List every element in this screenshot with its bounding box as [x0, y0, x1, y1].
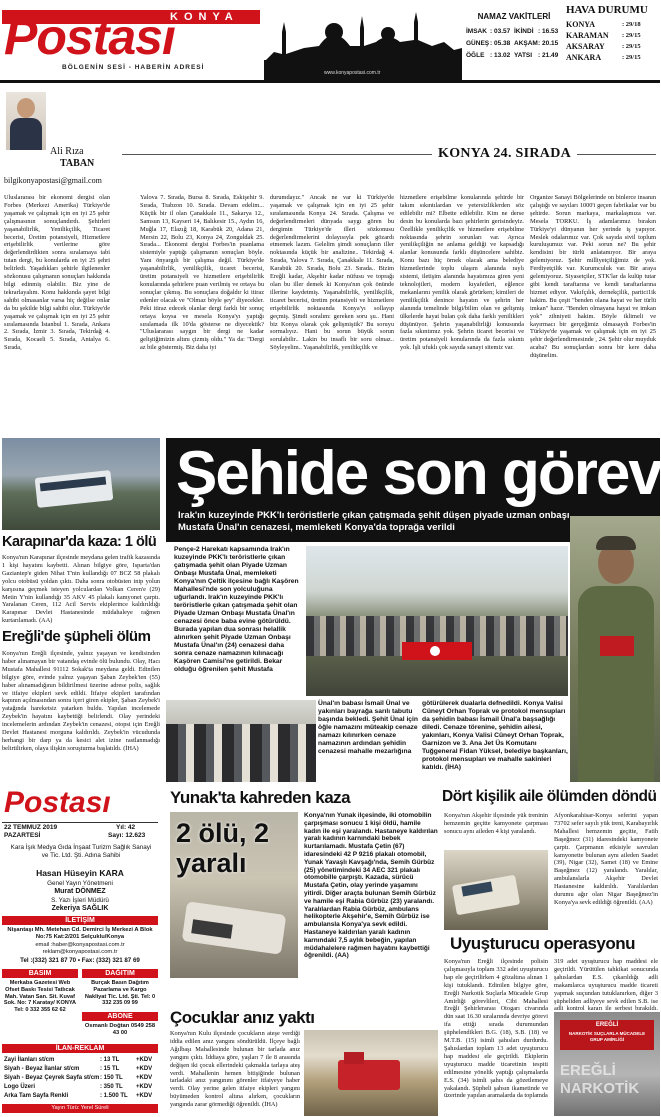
- ad-price: : 150 TL: [100, 1075, 123, 1081]
- prayer-time: : 05.38: [490, 40, 511, 47]
- slogan: BÖLGENİN SESİ - HABERİN ADRESİ: [62, 64, 205, 71]
- aksehir-text2: Afyonkarahisar-Konya seferini yapan 73702 sefer sayılı yük treni, Karabayırlık Mahallesi hemzemin geçitte, Fatih Başeğmez (31) idaresindeki kamyonete çarptı. Çarpmanın etkisiyle savrulan kamyonette bulunan aynı aileden Saadet (39), Nigar (32), Samet (18) ve Emine Başeğmez (12) yaralandı. Yaralılar, ambulanslarla Akşehir Devlet Hastanesine kaldırıldı. Yaralılardan durumu ağır olan Nigar Başeğmez'in Konya'ya sevk edildiği öğrenildi. (AA): [554, 812, 658, 906]
- aksehir-text1-box: [444, 812, 548, 846]
- sehit-mid-box: [318, 700, 418, 782]
- column-email[interactable]: bilgikonyapostasi@gmail.com: [4, 176, 102, 185]
- ad-vat: +KDV: [136, 1093, 153, 1099]
- weather-row: [566, 19, 658, 30]
- weather-temp: : 29/15: [622, 54, 641, 61]
- prayer-row: [466, 26, 562, 38]
- dist-text: Burçak Basın Dağıtım Pazarlama ve Kargo Nakliyat Tic. Ltd. Şti. Tel: 0 332 235 09 99: [84, 980, 156, 1007]
- yunak-photo-text: 2 ölü, 2 yaralı: [176, 818, 270, 878]
- operasyon-col1: Konya'nın Ereğli ilçesinde polisin çalışmasıyla toplam 332 adet uyuşturucu hap ele geçirilirken 4 gözaltına alınan 1 kişi tutuklandı. Edinilen bilgiye göre, Ereğli Narkotik Suçlarla Mücadele Grup Amirliği görevlileri, Cibi Mahallesi Ereğli Şehirlerarası Otogarı civarında dün saat 16.30 sıralarında devriye görevi ifa ettiği sırada durumundan şüphelendikleri B.G. (18), S.B. (18) ve M.T.B. (15) isimli şahısları durdurdu. Şahıslardan toplam 13 adet uyuşturucu hap maddesi ele geçirildi. Ekiplerin uyuşturucu madde ticaretinin tespiti edilmesine yönelik yaptığı çalışmalarda E.S. (34) isimli şahıs da gözetlemeye yakalandı. Şüpheli şahsın ikametinde ve üzerinde yapılan aramalarda da toplamda: [444, 958, 548, 1100]
- prayer-name: GÜNEŞ: [466, 40, 490, 47]
- soldier-portrait: [570, 516, 660, 782]
- column-text-1: Uluslararası bir ekonomi dergisi olan Forbes (Merkezi Amerika) Türkiye'de yaşamak ve çalışmak için en iyi 25 şehir çalışmasının sonuçlandırdı. Şehirleri yaşanabilirlik, Yenilikçilik, Ticaret becerisi, Üretim potansiyeli, Hizmetlere erişebilirlik verilerine göre değerlendirdikten sonra sıralamaya tabi tutan dergi, bu konularda en iyi 25 şehri belirledi. Yaşadıkları şehirle ilgilenenler sözkonusu çalışmanın sonuçları hakkında bilgi edinmiş olabilir. Biz yine de tekrarlayalım. Konu hakkında şayet bilgi sahibi olmasanlar varsa hiç değilse onlar da bu şekilde bilgi sahibi olur. Türkiye'de yaşamak ve çalışmak için en iyi 25 şehir sıralamasında İstanbul 1. Sırada, Ankara 2. Sırada, İzmir 3. Sırada, Tekirdağ 4. Sırada, Kocaeli 5. Sırada, Antalya 6. Sırada,: [4, 194, 110, 352]
- weather-temp: : 29/15: [622, 43, 641, 50]
- weather-temp: : 29/18: [622, 21, 641, 28]
- imprint-date-bar: [2, 822, 158, 823]
- column-col5: [530, 194, 656, 384]
- ad-price-row: [4, 1065, 156, 1074]
- karapinar-text: Konya'nın Karapınar ilçesinde meydana gelen trafik kazasında 1 kişi hayatını kaybetti. Alınan bilgiye göre, Isparta'dan Gaziantep'e giden Nihat T'nin kullandığı 07 BCZ 58 plakalı yolcu otobüsü yoldan çıktı. Daha sonra otobüsten inip yolun karşısına geçmek isteyen yolculardan Volkan Ceren'e (29) Metin Y'nin kullandığı 35 AKV 45 plakalı kamyonet çarptı. Yaralanan Ceren, 112 Acil Servis ekiplerince kaldırıldığı Karapınar Devlet Hastanesinde müdahaleye rağmen kurtarılamadı. (AA): [2, 554, 160, 625]
- sehit-right-box: [422, 700, 568, 782]
- column-title: KONYA 24. SIRADA: [432, 146, 577, 162]
- aksehir-headline: Dört kişilik aile ölümden döndü: [442, 788, 657, 805]
- weather-city: ANKARA: [566, 53, 602, 62]
- karapinar-text-box: [2, 554, 160, 626]
- weather-row: [566, 52, 658, 63]
- gm-label: Genel Yayın Yönetmeni: [47, 880, 113, 887]
- aksehir-story: [444, 786, 660, 932]
- ads-title: İLAN-REKLAM: [55, 1045, 105, 1052]
- sub-title: ABONE: [107, 1013, 133, 1020]
- sehit-mid: Ünal'ın babası İsmail Ünal ve yakınları bayrağa sarılı tabutu başında bekledi. Şehit Ünal için öğle namazını müteakip cenaze namazı kılınırken cenaze namazının ardından şehidin cenazesi mahalle mezarlığına: [318, 700, 418, 755]
- contact-title: İLETİŞİM: [65, 917, 95, 924]
- brand-top: KONYA: [170, 11, 239, 23]
- ads-rows: [4, 1056, 156, 1101]
- imprint-owner: Hasan Hüseyin KARA: [36, 868, 124, 878]
- ad-price-row: [4, 1074, 156, 1083]
- print-title: BASIM: [28, 970, 52, 977]
- prayer-title: NAMAZ VAKİTLERİ: [477, 12, 551, 21]
- masthead-rule: [0, 80, 660, 83]
- column-text-3: durumdayız." Ancak ne var ki Türkiye'de yaşamak ve çalışmak için en iyi 25 şehir sıralamasında Konya 24. Sırada. Çalışma ve değerlendirmeleri dünyada saygı gören bu dergimin Türkiye'de illeri sözkonusu değerlendirmelerini dolayısıyla pek gözardı etmemek lazım. Gelelim şimdi sonuçların iller noktasında küçük bir analizine.. Tekirdağ 4. Sırada, Yalova 7. Sırada, Çanakkale 11. Sırada, Karabük 20. Sırada, Bolu 23. Sırada.. Bizim Ereğli kadar, Akşehir kadar nüfusu ve toprağı olan bu iller demek ki Konya'nın çok önünde illerine kaydetmiş. Yaşanabilirlik, yenilikçilik, ticaret becerisi, üretim potansiyeli ve hizmetlere erişebilirlik noktasında Konya'yı sollayıp geçmiş. Şimdi soralım: gereken soru şu.. Hani biz Konya olarak çok gelişmiştik? Bu soruyu sormalıyız. Hani bu sorun büyük sorun sorulabilir.. Lakin bu insaflı bir soru olmaz.. Söyleyelim.. Yaşanabilirlik, yenilikçilik ve: [270, 194, 394, 352]
- prayer-time: : 13.02: [490, 52, 511, 59]
- sehit-right: götürülerek dualarla defnedildi. Konya Valisi Cüneyt Orhan Toprak ve protokol mensupları da şehidin babası İsmail Ünal'a başsağlığı diledi. Cenaze törenine, şehidin ailesi, yakınları, Konya Valisi Cüneyt Orhan Toprak, Garnizon ve 3. Ana Jet Üs Komutanı Tuğgeneral Fidan Yüksel, belediye başkanları, protokol mensupları ve mahalle sakinleri katıldı. (İHA): [422, 700, 568, 771]
- website[interactable]: www.konyapostasi.com.tr: [324, 70, 381, 76]
- gm-name: Murat DÖNMEZ: [54, 888, 106, 895]
- weather-city: AKSARAY: [566, 42, 605, 51]
- weather-row: [566, 41, 658, 52]
- imprint-year: Yıl: 42: [116, 824, 136, 831]
- prayer-name: ÖĞLE: [466, 52, 485, 59]
- column-col1: [4, 194, 110, 384]
- column-text-4: hizmetlere erişebilme konularında şehirde bir takım sıkıntılardan ve yetersizliklerden söz edilebilir mi? Elbette edilebilir. Kim ne derse desin bu konularda bazı şehirlerin gerisindeyiz. Özellikle yenilikçilik ve hizmetlere erişebilme noktasında şehrin sorunları var. Ayrıca yenilikçiliğin ne anlama geldiği ve kapsadığı alanlar konusunda farklı düşüncelere sahibiz. Konu bazı hiç örnek olacak ama belediye hizmetlerinde toplu ulaşım alanında raylı sistemi, iletişim alanında hayatımıza giren yeni teknolojileri, modern kıyafetleri, eğlence mekanlarını yenilik olarak görürken; kimileri de yenilikçilik denince hayatın ve şehrin her alanında temelinde bilgi/bilim olan ve gelişmiş ülkelerde hayat bulan çok daha farklı yenilikleri düşünüyor. Şehrin yaşanabilirliği konusunda fazla sıkıntımız yok. Şehrin ticaret becerisi ve üretim potansiyeli konularında da fazla sıkıntı yok. İşli ufuklı çok sayıda sanayi sitemiz var.: [400, 194, 524, 352]
- ad-price-row: [4, 1056, 156, 1065]
- skyline-illustration: [264, 2, 462, 80]
- column-col2: [140, 194, 264, 384]
- prayer-time: : 21.49: [538, 52, 559, 59]
- eregli-text-box: [2, 650, 160, 780]
- ad-price: : 15 TL: [100, 1066, 120, 1072]
- sub-text: Osmanlı Doğtan 0549 258 43 00: [84, 1023, 156, 1036]
- ad-name: Siyah - Beyaz Çeyrek Sayfa st/cm: [4, 1075, 100, 1081]
- prayer-rows: [466, 26, 562, 62]
- narkotik-sign-top: EREĞLİ: [595, 1022, 619, 1028]
- cocuklar-story: [168, 1008, 440, 1117]
- editor-label: S. Yazı İşleri Müdürü: [51, 897, 109, 904]
- ad-price-row: [4, 1083, 156, 1092]
- ad-vat: +KDV: [136, 1075, 153, 1081]
- yunak-text-box: [304, 812, 438, 1002]
- imprint-company: Kara İşık Medya Gıda İnşaat Turizm Sağlık Sanayi ve Tic. Ltd. Şti. Adına Sahibi: [10, 844, 152, 859]
- prayer-time: : 03.57: [490, 28, 511, 35]
- imprint-email2[interactable]: reklam@konyapostasi.com.tr: [42, 949, 118, 955]
- yunak-crash-photo: [170, 812, 298, 978]
- yunak-headline: Yunak'ta kahreden kaza: [170, 788, 351, 807]
- ad-price: : 1.500 TL: [100, 1093, 128, 1099]
- author-photo: [6, 92, 46, 150]
- column-section: [0, 86, 660, 386]
- sehit-story: [166, 438, 660, 782]
- karapinar-headline: Karapınar'da kaza: 1 ölü: [2, 534, 157, 550]
- funeral-photo: [306, 546, 568, 696]
- imprint-date: 22 TEMMUZ 2019 PAZARTESİ: [4, 824, 58, 839]
- editor-name: Zekeriya SAĞLIK: [51, 905, 109, 912]
- operasyon-col2: 319 adet uyuşturucu hap maddesi ele geçirildi. Yürütülen tahkikat sonucunda şahıslardan E.S. çıkarıldığı adli makamlarca uyuşturucu madde ticareti yapmak suçundan tutuklanırken, diğer 3 şüpheliden adliyeye sevk edilen S.B. ise adli kontrol kararı ile serbest bırakıldı.: [554, 958, 658, 1013]
- column-col4: [400, 194, 524, 384]
- prayer-row: [466, 50, 562, 62]
- weather-rows: [566, 19, 658, 63]
- logo: [2, 4, 262, 78]
- ad-name: Logo Üzeri: [4, 1084, 35, 1090]
- prayer-time: : 16.53: [538, 28, 559, 35]
- prayer-name: YATSI: [514, 52, 533, 59]
- sehit-headline: Şehide son görev: [176, 439, 661, 508]
- operasyon-col1-box: [444, 958, 548, 1116]
- author-first: Ali Rıza: [50, 146, 84, 157]
- cocuklar-headline: Çocuklar anız yaktı: [170, 1008, 315, 1027]
- left-news: [0, 438, 162, 782]
- narkotik-photo: [554, 1012, 660, 1116]
- imprint-issue: Sayı: 12.623: [108, 832, 146, 839]
- weather-temp: : 29/15: [622, 32, 641, 39]
- prayer-name: İKİNDİ: [514, 28, 534, 35]
- print-text: Merkaba Gazetesi Web Ofset Baskı Tesisi Tatlıcak Mah. Vatan San. Sit. Kuvaf Sok. No: 7 Karatay/ KONYA Tel: 0 332 355 62 62: [3, 980, 77, 1014]
- weather-city: KARAMAN: [566, 31, 609, 40]
- yunak-text: Konya'nın Yunak ilçesinde, iki otomobilin çarpışması sonucu 1 kişi öldü, hamile kadın ile eşi yaralandı. Hastaneye kaldırılan yaralı kadının karnındaki bebek kurtarılamadı. Mustafa Çetin (67) idaresindeki 42 P 9216 plakalı otomobil, Yunak Yavaşlı Kavşağı'nda, Semih Gürbüz (25) yönetimindeki 34 AEC 321 plakalı otomobille çarpıştı. Kazada, sürücü Mustafa Çetin, olay yerinde yaşamını yitirdi. Diğer araçta bulunan Semih Gürbüz ve hamile eşi Rabia Gürbüz (23) yaralandı. Yaralılardan Rabia Gürbüz, ambulans helikopterle Akşehir'e, Semih Gürbüz ise ambulansla Konya'ya sevk edildi. Hastaneye kaldırılan yaralı kadının karnındaki 7,5 aylık bebeğin, yapılan müdahalelere rağmen hayatını kaybettiği öğrenildi. (AA): [304, 812, 438, 960]
- ad-vat: +KDV: [136, 1066, 153, 1072]
- ad-price-row: [4, 1092, 156, 1101]
- ad-price: : 350 TL: [100, 1084, 123, 1090]
- ad-vat: +KDV: [136, 1084, 153, 1090]
- ad-name: Siyah - Beyaz İlanlar st/cm: [4, 1066, 80, 1072]
- sehit-lead-box: [174, 546, 304, 696]
- ad-price: : 13 TL: [100, 1057, 120, 1063]
- eregli-text: Konya'nın Ereğli ilçesinde, yalnız yaşayan ve kendisinden haber alınamayan bir vatandaş evinde ölü bulundu. Olay, Hacı Mustafa Mahallesi 91112 Sokak'ta meydana geldi. Edinilen bilgiye göre, evinde yalnız yaşayan Şaban Zeybek'ten (55) haber alınamadığının bildirilmesi üzerine adrese polis, sağlık ve itfaiye ekipleri sevk edildi. İtfaiye ekipleri tarafından kapının açılmasından sonra içeri giren ekipler, Şaban Zeybek'i yatağında hareketsiz yatarken buldu. Yapılan incelemede Zeybek'in hayatını kaybettiği belirlendi. Olay yerindeki incelemelerin ardından Zeybek'in cenazesi, otopsi için Ereğli Devlet Hastanesi morguna kaldırıldı. Zeybek'in vücudunda herhangi bir darp ya da kesici alet izine rastlanmadığı belirtilirken, olaya ilişkin soruşturma başlatıldı. (İHA): [2, 650, 160, 752]
- aksehir-text2-box: [554, 812, 658, 932]
- narkotik-photo-text: EREĞLİ NARKOTİK: [560, 1062, 640, 1097]
- imprint-logo: Postası: [4, 786, 111, 819]
- ad-vat: +KDV: [136, 1057, 153, 1063]
- aksehir-text1: Konya'nın Akşehir ilçesinde yük treninin hemzemin geçitte kamyonete çarpması sonucu aynı aileden 4 kişi yaralandı.: [444, 812, 548, 835]
- prayer-time: : 20.15: [538, 40, 559, 47]
- bus-accident-photo: [2, 438, 160, 530]
- fire-photo: [304, 1030, 438, 1116]
- dist-title: DAĞITIM: [105, 970, 135, 977]
- sehit-subhead: Irak'ın kuzeyinde PKK'lı teröristlerle çıkan çatışmada şehit düşen piyade uzman onbaşı Mustafa Ünal'ın cenazesi, memleketi Konya'da toprağa verildi: [178, 510, 570, 533]
- cocuklar-text-box: [170, 1030, 300, 1116]
- prayer-name: İMSAK: [466, 28, 487, 35]
- eregli-headline: Ereğli'de şüpheli ölüm: [2, 628, 151, 645]
- operasyon-col2-box: [554, 958, 658, 1013]
- weather-row: [566, 30, 658, 41]
- column-text-5: Organize Sanayi Bölgelerinde on binlerce insanın çalıştığı ve sayıları 1000'i geçen fabrikalar var bu şehirde. Sorun markaya, markalaşmıza var. Mesela TORKU. İş adamlarımız bırakın Türkiye'yi dünyanın her yerinde iş yapıyor. Meslek odalarımız var. Çok sayıda sivil toplum kuruluşumuz var. Peki sorun ne? Bu şehir kendisini bir türlü anlatamıyor. Bir araya gelemiyoruz. Şehir milliyetçiliğimiz de yok. Ferdiyetçilik var. Kurumculuk var. Bir araya gelemiyoruz. Siyasetçiler, STK'lar da kulüp tutar gibi kendi taraftarına ve kendi taraftarlarına hizmet ediyor. Vakıfçılık, dernekçilik, partici1ik hakim. Bu çeşit "benden olana hayat ve her türlü imkan" hazır. "Benden olmayana hayat ve imkan yok" zihniyeti hakim. Böyle iklimeli ve kayırmacı bir gerçeğimiz olmasaydı Forbes'in Türkiye'de yaşamak ve çalışmak için en iyi 25 şehir değerlendirmesinde , 24. Şehir olur muyduk acaba? Bu sonuçlardan sonra bir kere daha düşünelim.: [530, 194, 656, 360]
- ad-name: Arka Tam Sayfa Renkli: [4, 1093, 69, 1099]
- imprint-tel: Tel :(332) 321 87 70 • Fax: (332) 321 87 69: [20, 957, 140, 964]
- imprint: [0, 786, 160, 1117]
- prayer-row: [466, 38, 562, 50]
- weather-city: KONYA: [566, 20, 596, 29]
- column-text-2: Yalova 7. Sırada, Bursa 8. Sırada, Eskişehir 9. Sırada, Trabzon 10. Sırada. Devam edelim... Küçük bir il olan Çanakkale 11., Sakarya 12., Samsun 13, Kayseri 14, Balıkesir 15., Aydın 16, Muğla 17, Elazığ 18, Karabük 20, Adana 21, Mersin 22, Bolu 23, Konya 24, Zonguldak 25. Sırada... Ekonomi dergisi Forbes'in puanlama sistemiyle yaptığı çalışmanın sonuçları böyle. Yanı önyargılı bir çalışma değil. Türkiye'de yaşanabilirlik, yenilikçilik, ticaret becerisi, üretim potansiyeli ve hizmetlere erişebilirlik konularında şehirlere puan verilmiş ve ortaya bu sonuçlar çıkmış. Bu sonuçlara doğaldır ki itiraz edenler olacak ve "Olmaz böyle şey" diyecekler. Peki itiraz edecek olanlar dergi farklı bir sonuç ortaya koysa ve mesela Konya'yı yaptığı sıralamada ilk 10'da gösterse ne diyecektik? "Uluslararası saygın bir dergi ne kadar geliştiğimizin altını çizmiş oldu." Ya da: "Dergi az bile göstermiş. Biz daha iyi: [140, 194, 264, 352]
- mourners-photo: [166, 700, 316, 782]
- author-last: TABAN: [60, 158, 95, 169]
- imprint-address: Nişantaşı Mh. Metehan Cd. Demirci İş Merkezi A Blok No:75 Kat:2/201 Selçuklu/Konya: [7, 927, 153, 940]
- weather: [566, 4, 658, 63]
- prayer-times: [466, 12, 562, 62]
- sehit-lead: Pençe-2 Harekatı kapsamında Irak'ın kuzeyinde PKK'lı teröristlerle çıkan çatışmada şehit olan Piyade Uzman Onbaşı Mustafa Ünal, memleketi Konya'nın Çeltik ilçesine bağlı Kaşören Mahallesi'nde son yolculuğuna uğurlandı. Irak'ın kuzeyinde PKK'lı teröristlerle çıkan çatışmada şehit olan Piyade Uzman Onbaşı Mustafa Ünal'ın cenazesi önce baba evine götürüldü. Burada yapılan dua sonrası helallik alınırken şehit Piyade Uzman Onbaşı Mustafa Ünal'ın (24) cenazesi daha sonra cenaze namazının kılınacağı Kaşören Camisi'ne getirildi. Bekar olduğu öğrenilen şehit Mustafa: [174, 546, 299, 673]
- weather-title: HAVA DURUMU: [566, 4, 648, 16]
- yunak-story: [168, 786, 440, 1006]
- prayer-name: AKŞAM: [514, 40, 538, 47]
- imprint-email[interactable]: email :haber@konyapostasi.com.tr: [35, 942, 125, 948]
- operasyon-headline: Uyuşturucu operasyonu: [450, 934, 636, 953]
- operasyon-story: [444, 934, 660, 1117]
- train-crash-photo: [444, 850, 548, 930]
- column-col3: [270, 194, 394, 384]
- narkotik-sign: NARKOTİK SUÇLARLA MÜCADELE GRUP AMİRLİĞİ: [568, 1031, 646, 1042]
- brand-main: Postası: [4, 9, 175, 65]
- cocuklar-text: Konya'nın Kulu ilçesinde çocukların ateşe verdiği iddia edilen anız yangını söndürüldü. İlçeye bağlı Ağılbaşı Mahallesinde bulunan bir tarlada anız yangını çıktı. İddiaya göre, yaşları 7 ile 8 arasında değişen iki çocuk ellerindeki çakmakla tarlaya ateş verdi. Mahallenin hemen bitişiğinde bulunan tarladaki anız yangınını görenler itfaiyeye haber verdi. Olay yerine gelen itfaiye ekipleri yangını büyümeden kontrol altına alırken, çocukların yangında zarar görmediği öğrenildi. (İHA): [170, 1030, 300, 1109]
- imprint-footer: Yayın Türü: Yerel Süreli: [51, 1105, 109, 1111]
- masthead: [0, 0, 660, 84]
- ad-name: Zayi İlanları st/cm: [4, 1057, 55, 1063]
